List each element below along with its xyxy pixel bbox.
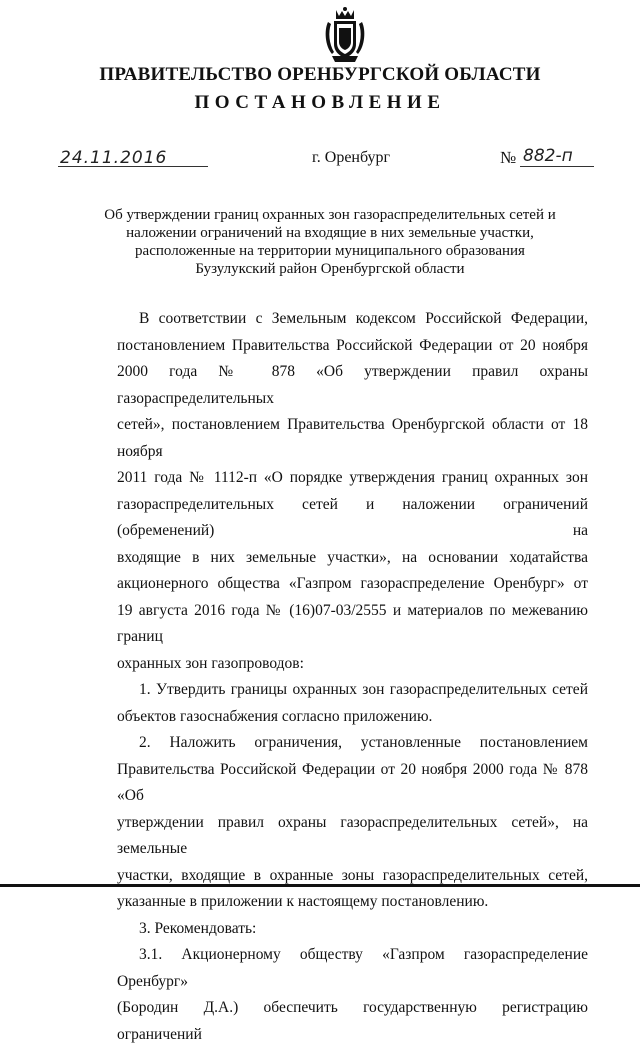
document-number: 882-п <box>523 146 573 166</box>
body-line: участки, входящие в охранные зоны газораспределительных сетей, <box>117 866 588 884</box>
body-line: В соответствии с Земельным кодексом Российской Федерации, <box>139 310 588 327</box>
body-line: 1. Утвердить границы охранных зон газораспределительных сетей <box>139 681 588 698</box>
body-line: 19 августа 2016 года № (16)07-03/2555 и материалов по межеванию границ <box>117 601 588 645</box>
body-line: указанные в приложении к настоящему постановлению. <box>117 893 489 910</box>
body-line: 2. Наложить ограничения, установленные постановлением <box>139 734 588 751</box>
number-label: № <box>500 148 517 167</box>
body-line: 2011 года № 1112-п «О порядке утверждения границ охранных зон <box>117 469 588 486</box>
document-type: ПОСТАНОВЛЕНИЕ <box>194 92 446 113</box>
body-line: охранных зон газопроводов: <box>117 654 304 672</box>
body-line: (Бородин Д.А.) обеспечить государственную регистрацию ограничений <box>117 999 588 1043</box>
body-line: сетей», постановлением Правительства Оренбургской области от 18 ноября <box>117 416 588 460</box>
body-line: 2000 года № 878 «Об утверждении правил охраны газораспределительных <box>117 363 588 407</box>
body-line: 3. Рекомендовать: <box>139 919 257 937</box>
document-city: г. Оренбург <box>312 149 391 166</box>
orenburg-coat-of-arms-icon <box>322 6 368 64</box>
body-line: Правительства Российской Федерации от 20 ноября 2000 года № 878 «Об <box>117 760 588 804</box>
body-line: акционерного общества «Газпром газораспределение Оренбург» от <box>117 575 588 592</box>
organization-name: ПРАВИТЕЛЬСТВО ОРЕНБУРГСКОЙ ОБЛАСТИ <box>99 64 541 85</box>
body-line: постановлением Правительства Российской Федерации от 20 ноября <box>117 336 588 354</box>
body-line: 3.1. Акционерному обществу «Газпром газораспределение Оренбург» <box>117 946 588 990</box>
bottom-rule <box>0 884 640 887</box>
document-date: 24.11.2016 <box>60 148 168 168</box>
document-body <box>117 306 588 1048</box>
number-underline <box>520 166 594 167</box>
date-underline <box>58 166 208 167</box>
document-subject: Об утверждении границ охранных зон газораспределительных сетей и наложении ограничений на входящие в них земельные участки, расположенные на территории муниципального образования Бузулукский район Оренбургской области <box>104 207 556 277</box>
body-line: объектов газоснабжения согласно приложению. <box>117 707 433 725</box>
body-line: газораспределительных сетей и наложении ограничений (обременений) на <box>117 495 588 539</box>
body-line: утверждении правил охраны газораспределительных сетей», на земельные <box>117 813 588 857</box>
body-line: входящие в них земельные участки», на основании ходатайства <box>117 548 588 566</box>
